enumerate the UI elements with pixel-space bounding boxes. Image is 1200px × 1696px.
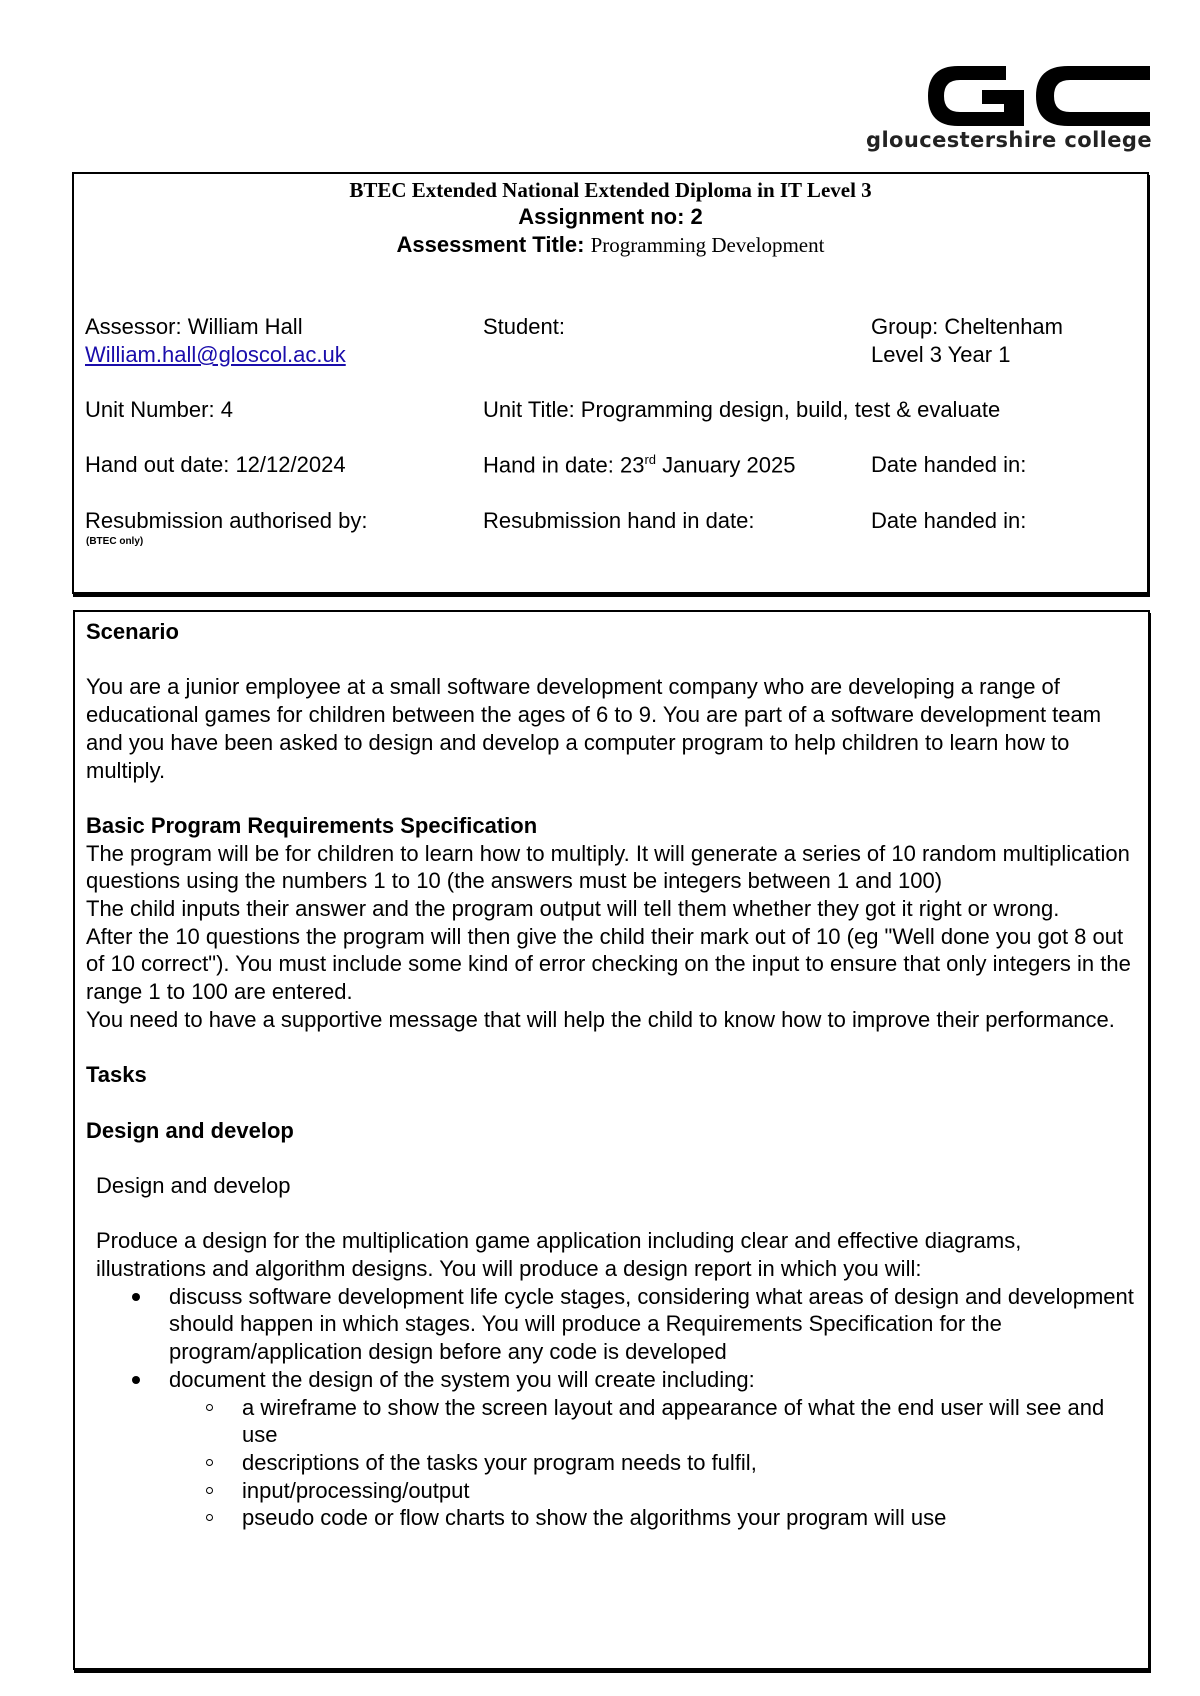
assignment-number: Assignment no: 2 xyxy=(518,204,703,229)
assessor-email-link[interactable]: William.hall@gloscol.ac.uk xyxy=(85,342,346,367)
level-field: Level 3 Year 1 xyxy=(871,342,1011,367)
list-item: document the design of the system you will create including: a wireframe to show the screen layout and appearance of what the end user will see and use descriptions of the tasks your program needs to fulfil, input/processing/output pseudo code or flow charts to show the algorithms your program will use xyxy=(169,1366,1136,1532)
assessment-title-label: Assessment Title: xyxy=(396,232,585,257)
list-item: a wireframe to show the screen layout and appearance of what the end user will see and use xyxy=(242,1394,1136,1449)
assessment-title xyxy=(74,232,1147,258)
college-name: gloucestershire college xyxy=(866,128,1152,152)
group-field: Group: Cheltenham xyxy=(871,314,1063,339)
list-item: input/processing/output xyxy=(242,1477,1136,1505)
resubmission-authorised: Resubmission authorised by: xyxy=(85,508,368,533)
student-field: Student: xyxy=(483,314,565,339)
spec-paragraph-4: You need to have a supportive message that will help the child to know how to improve their performance. xyxy=(86,1006,1115,1032)
assessor: Assessor: William Hall xyxy=(85,314,303,339)
course-title: BTEC Extended National Extended Diploma in IT Level 3 xyxy=(349,178,872,202)
hand-out-date: Hand out date: 12/12/2024 xyxy=(85,452,346,477)
spec-heading: Basic Program Requirements Specification xyxy=(86,812,538,838)
spec-paragraph-3: After the 10 questions the program will then give the child their mark out of 10 (eg "Well done you got 8 out of 10 correct"). You must include some kind of error checking on the input to ensure that only integers in the range 1 to 100 are entered. xyxy=(86,923,1131,1005)
scenario-text: You are a junior employee at a small software development company who are developing a range of educational games for children between the ages of 6 to 9. You are part of a software development team and you have been asked to design and develop a computer program to help children to learn how to multiply. xyxy=(86,674,1102,783)
assessment-title-value: Programming Development xyxy=(590,233,825,257)
design-intro: Produce a design for the multiplication game application including clear and effective diagrams, illustrations and algorithm designs. You will produce a design report in which you will: xyxy=(96,1228,1022,1282)
btec-only-note: (BTEC only) xyxy=(86,536,144,547)
date-handed-in-1: Date handed in: xyxy=(871,452,1027,477)
list-item: descriptions of the tasks your program needs to fulfil, xyxy=(242,1449,1136,1477)
assignment-header-box xyxy=(72,172,1149,594)
gc-logo-icon xyxy=(928,66,1150,126)
unit-number: Unit Number: 4 xyxy=(85,397,233,422)
date-handed-in-2: Date handed in: xyxy=(871,508,1027,533)
resubmission-hand-in-date: Resubmission hand in date: xyxy=(483,508,755,533)
design-bullet-list xyxy=(86,1283,1136,1532)
tasks-heading: Tasks xyxy=(86,1062,147,1088)
spec-paragraph-2: The child inputs their answer and the program output will tell them whether they got it right or wrong. xyxy=(86,896,1060,921)
design-heading: Design and develop xyxy=(86,1117,294,1143)
design-subheading: Design and develop xyxy=(96,1172,291,1198)
scenario-heading: Scenario xyxy=(86,619,179,644)
list-item: discuss software development life cycle stages, considering what areas of design and development should happen in which stages. You will produce a Requirements Specification for the program/application design before any code is developed xyxy=(169,1283,1136,1366)
hand-in-date: Hand in date: 23rd January 2025 xyxy=(483,452,796,478)
brief-content xyxy=(86,618,1136,1532)
spec-paragraph-1: The program will be for children to learn how to multiply. It will generate a series of 10 random multiplication questions using the numbers 1 to 10 (the answers must be integers between 1 and 100) xyxy=(86,840,1130,894)
assignment-brief-box xyxy=(73,610,1150,1670)
unit-title: Unit Title: Programming design, build, test & evaluate xyxy=(483,397,1001,422)
design-sub-bullet-list xyxy=(169,1394,1136,1533)
college-logo xyxy=(842,66,1152,156)
list-item: pseudo code or flow charts to show the algorithms your program will use xyxy=(242,1504,1136,1532)
